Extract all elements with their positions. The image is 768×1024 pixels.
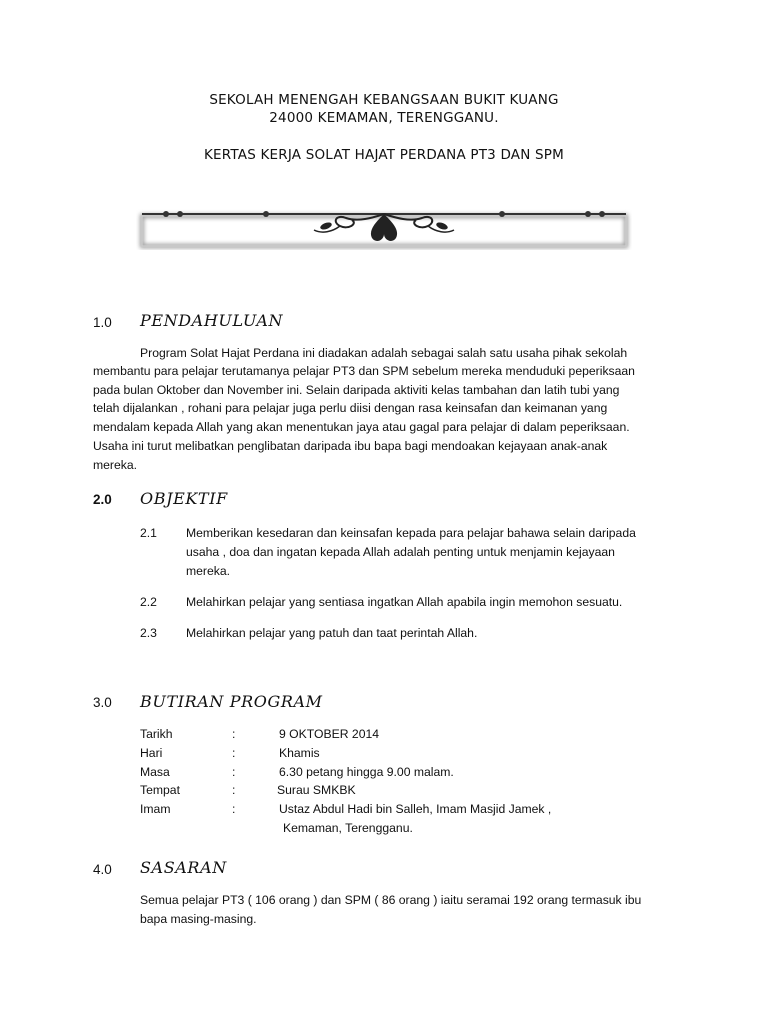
detail-value: Ustaz Abdul Hadi bin Salleh, Imam Masjid Jamek , bbox=[279, 802, 552, 816]
document-title: KERTAS KERJA SOLAT HAJAT PERDANA PT3 DAN SPM bbox=[204, 147, 564, 163]
detail-label: Hari bbox=[140, 746, 163, 760]
section-2-title: OBJEKTIF bbox=[140, 489, 228, 508]
school-address: 24000 KEMAMAN, TERENGGANU. bbox=[269, 110, 499, 126]
objective-line: Melahirkan pelajar yang sentiasa ingatkan Allah apabila ingin memohon sesuatu. bbox=[186, 595, 623, 609]
detail-colon: : bbox=[232, 783, 236, 797]
paragraph-line: Program Solat Hajat Perdana ini diadakan adalah sebagai salah satu usaha pihak sekolah bbox=[140, 346, 628, 360]
section-3-number: 3.0 bbox=[93, 695, 112, 710]
objective-line: Memberikan kesedaran dan keinsafan kepada para pelajar bahawa selain daripada bbox=[186, 526, 636, 540]
paragraph-line: telah dijalankan , rohani para pelajar juga perlu diisi dengan rasa keinsafan dan keimanan yang bbox=[93, 401, 608, 415]
detail-label: Masa bbox=[140, 765, 170, 779]
objective-number: 2.3 bbox=[140, 626, 157, 640]
detail-value-continuation: Kemaman, Terengganu. bbox=[283, 821, 413, 835]
section-3-title: BUTIRAN PROGRAM bbox=[140, 692, 323, 711]
section-4-number: 4.0 bbox=[93, 862, 112, 877]
objective-line: usaha , doa dan ingatan kepada Allah adalah penting untuk menjamin kejayaan bbox=[186, 545, 615, 559]
detail-label: Tarikh bbox=[140, 727, 173, 741]
ornament-divider-icon bbox=[136, 204, 632, 250]
objective-line: mereka. bbox=[186, 564, 231, 578]
detail-value: Surau SMKBK bbox=[277, 783, 356, 797]
paragraph-line: membantu para pelajar terutamanya pelajar PT3 dan SPM sebelum mereka menduduki peperiksaan bbox=[93, 364, 635, 378]
paragraph-line: Usaha ini turut melibatkan penglibatan daripada ibu bapa bagi mendoakan kejayaan anak-anak bbox=[93, 439, 608, 453]
paragraph-line: mendalam kepada Allah yang akan menentukan jaya atau gagal para pelajar di dalam peperiksaan. bbox=[93, 420, 630, 434]
school-name: SEKOLAH MENENGAH KEBANGSAAN BUKIT KUANG bbox=[209, 92, 559, 108]
detail-colon: : bbox=[232, 765, 236, 779]
detail-value: Khamis bbox=[279, 746, 320, 760]
section-1-number: 1.0 bbox=[93, 315, 112, 330]
detail-colon: : bbox=[232, 746, 236, 760]
paragraph-line: mereka. bbox=[93, 458, 138, 472]
detail-label: Tempat bbox=[140, 783, 180, 797]
detail-value: 9 OKTOBER 2014 bbox=[279, 727, 380, 741]
paragraph-line: Semua pelajar PT3 ( 106 orang ) dan SPM ( 86 orang ) iaitu seramai 192 orang termasuk ibu bbox=[140, 893, 642, 907]
detail-value: 6.30 petang hingga 9.00 malam. bbox=[279, 765, 454, 779]
detail-label: Imam bbox=[140, 802, 171, 816]
section-2-number: 2.0 bbox=[93, 492, 112, 507]
detail-colon: : bbox=[232, 727, 236, 741]
detail-colon: : bbox=[232, 802, 236, 816]
section-4-title: SASARAN bbox=[140, 858, 227, 877]
paragraph-line: pada bulan Oktober dan November ini. Selain daripada aktiviti kelas tambahan dan latih tubi yang bbox=[93, 383, 620, 397]
objective-number: 2.2 bbox=[140, 595, 157, 609]
objective-line: Melahirkan pelajar yang patuh dan taat perintah Allah. bbox=[186, 626, 478, 640]
paragraph-line: bapa masing-masing. bbox=[140, 912, 257, 926]
section-1-title: PENDAHULUAN bbox=[140, 311, 284, 330]
objective-number: 2.1 bbox=[140, 526, 157, 540]
